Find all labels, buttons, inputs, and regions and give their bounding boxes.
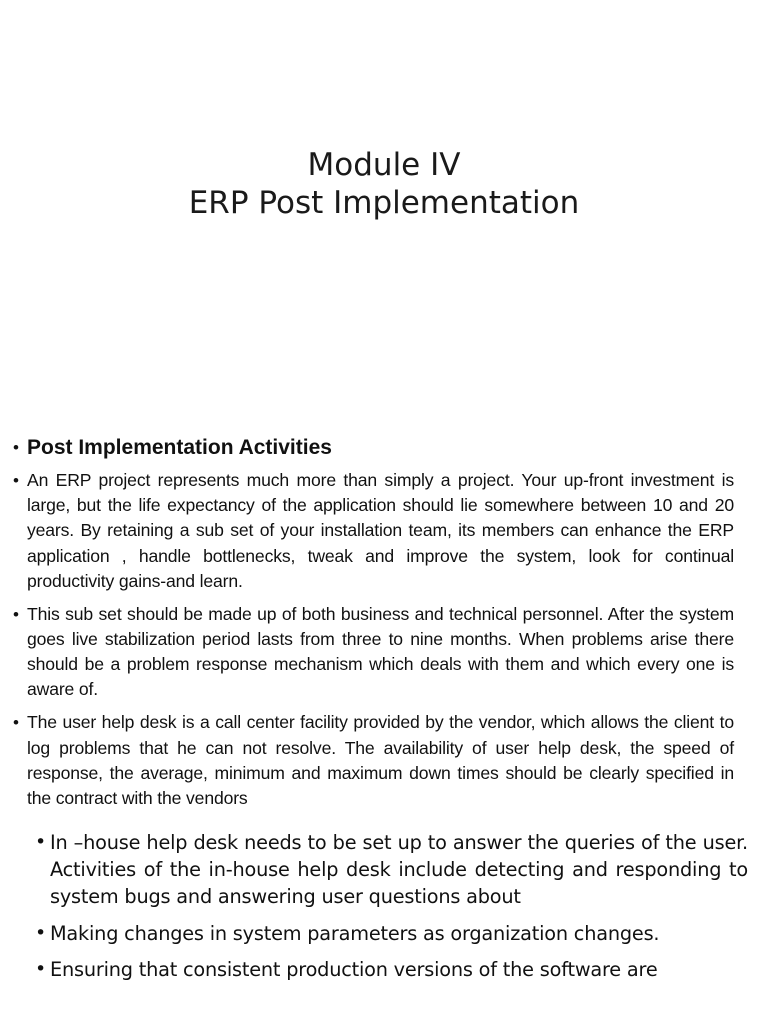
bullet-icon: •	[13, 471, 19, 490]
section-heading-text: Post Implementation Activities	[27, 436, 332, 459]
bullet-paragraph-text: An ERP project represents much more than simply a project. Your up-front investment is large, but the life expectancy of the application should lie somewhere between 10 and 20 years. By retaining a sub set of your installation team, its members can enhance the ERP application , handle bottlenecks, tweak and improve the system, look for continual productivity gains-and learn.	[27, 470, 734, 591]
sub-bullet-text: Making changes in system parameters as organization changes.	[50, 921, 660, 945]
section-heading	[0, 432, 768, 464]
bullet-paragraph	[0, 468, 768, 594]
sub-bullet-list	[0, 829, 768, 983]
bullet-icon: •	[13, 438, 19, 457]
slide-body	[0, 432, 768, 982]
bullet-icon: •	[35, 921, 47, 944]
title-module: Module IV	[307, 147, 461, 183]
bullet-paragraph-text: This sub set should be made up of both business and technical personnel. After the system goes live stabilization period lasts from three to nine months. When problems arise there should be a problem response mechanism which deals with them and which every one is aware of.	[27, 603, 734, 700]
bullet-paragraph	[0, 602, 768, 703]
bullet-icon: •	[13, 604, 19, 624]
slide-title	[0, 146, 768, 222]
bullet-icon: •	[35, 957, 47, 980]
main-bullet-list	[0, 432, 768, 811]
bullet-icon: •	[13, 713, 19, 733]
bullet-paragraph	[0, 710, 768, 811]
bullet-icon: •	[35, 831, 47, 854]
sub-bullet-item	[0, 920, 768, 947]
sub-bullet-text: In –house help desk needs to be set up to answer the queries of the user. Activities of the in-house help desk include detecting and responding to system bugs and answering user questions about	[50, 831, 748, 909]
sub-bullet-item	[0, 829, 768, 911]
bullet-paragraph-text: The user help desk is a call center facility provided by the vendor, which allows the client to log problems that he can not resolve. The availability of user help desk, the speed of response, the average, minimum and maximum down times should be clearly specified in the contract with the vendors	[27, 712, 734, 809]
title-subject: ERP Post Implementation	[188, 185, 580, 221]
sub-bullet-text: Ensuring that consistent production versions of the software are	[50, 957, 658, 981]
sub-bullet-item	[0, 956, 768, 983]
